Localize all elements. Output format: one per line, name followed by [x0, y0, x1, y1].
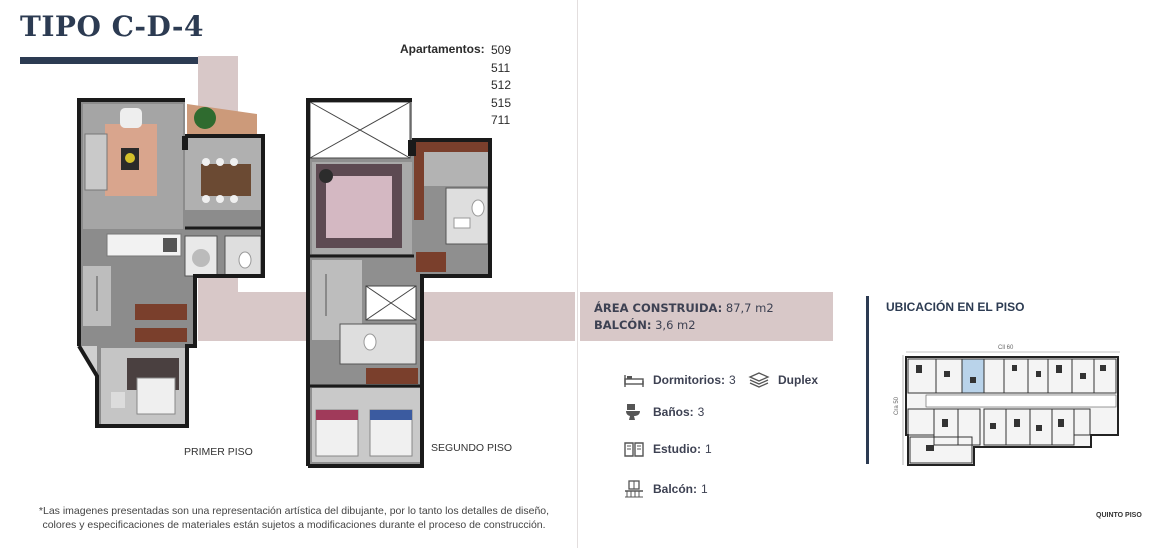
toilet-icon — [623, 403, 645, 421]
feature-study — [623, 440, 712, 458]
disclaimer-line: colores y especificaciones de materiales están sujetos a modificaciones durante el proceso de construcción. — [42, 519, 546, 531]
built-area-label: ÁREA CONSTRUIDA: — [594, 301, 723, 315]
second-floor-label: SEGUNDO PISO — [431, 442, 513, 454]
first-floor-label: PRIMER PISO — [184, 446, 253, 458]
second-floor-plan — [304, 96, 494, 474]
disclaimer — [34, 504, 554, 532]
balcony-label: Balcón: — [653, 482, 698, 496]
balcony-area-value: 3,6 m2 — [655, 318, 696, 332]
layers-icon — [748, 371, 770, 389]
disclaimer-line: *Las imagenes presentadas son una representación artística del dibujante, por lo tanto los detalles de diseño, — [38, 505, 550, 517]
street-side-label: Cra 50 — [894, 396, 900, 415]
title-underline — [20, 57, 198, 64]
floor-label: QUINTO PISO — [1096, 512, 1142, 519]
bathrooms-value: 3 — [697, 405, 705, 419]
location-floor-plan — [886, 335, 1140, 470]
built-area-row — [594, 300, 833, 317]
feature-balcony — [623, 480, 708, 498]
location-title: UBICACIÓN EN EL PISO — [886, 300, 1025, 314]
study-label: Estudio: — [653, 442, 701, 456]
first-floor-plan — [75, 96, 270, 432]
location-accent-bar — [866, 296, 869, 464]
page-title: TIPO C-D-4 — [20, 10, 204, 43]
balcony-area-row — [594, 317, 833, 334]
balcony-value: 1 — [701, 482, 708, 496]
built-area-value: 87,7 m2 — [725, 301, 774, 315]
apartments-list — [491, 42, 511, 130]
study-value: 1 — [705, 442, 712, 456]
apartment-number: 509 — [491, 43, 512, 57]
apartment-number: 515 — [491, 95, 512, 110]
area-summary — [580, 292, 833, 341]
apartment-number: 511 — [491, 60, 511, 75]
apartment-number: 711 — [491, 113, 511, 127]
feature-bedrooms — [623, 371, 736, 389]
bedrooms-value: 3 — [729, 373, 736, 387]
balcony-icon — [623, 480, 645, 498]
apartments-label: Apartamentos: — [400, 42, 485, 56]
bed-icon — [623, 371, 645, 389]
apartment-number: 512 — [491, 78, 512, 92]
column-divider — [577, 0, 578, 548]
feature-bathrooms — [623, 403, 704, 421]
bedrooms-label: Dormitorios: — [653, 373, 725, 387]
street-top-label: Cll 60 — [998, 345, 1014, 351]
balcony-area-label: BALCÓN: — [594, 318, 652, 332]
duplex-label: Duplex — [778, 373, 819, 387]
feature-duplex — [748, 371, 822, 389]
bathrooms-label: Baños: — [653, 405, 694, 419]
book-icon — [623, 440, 645, 458]
